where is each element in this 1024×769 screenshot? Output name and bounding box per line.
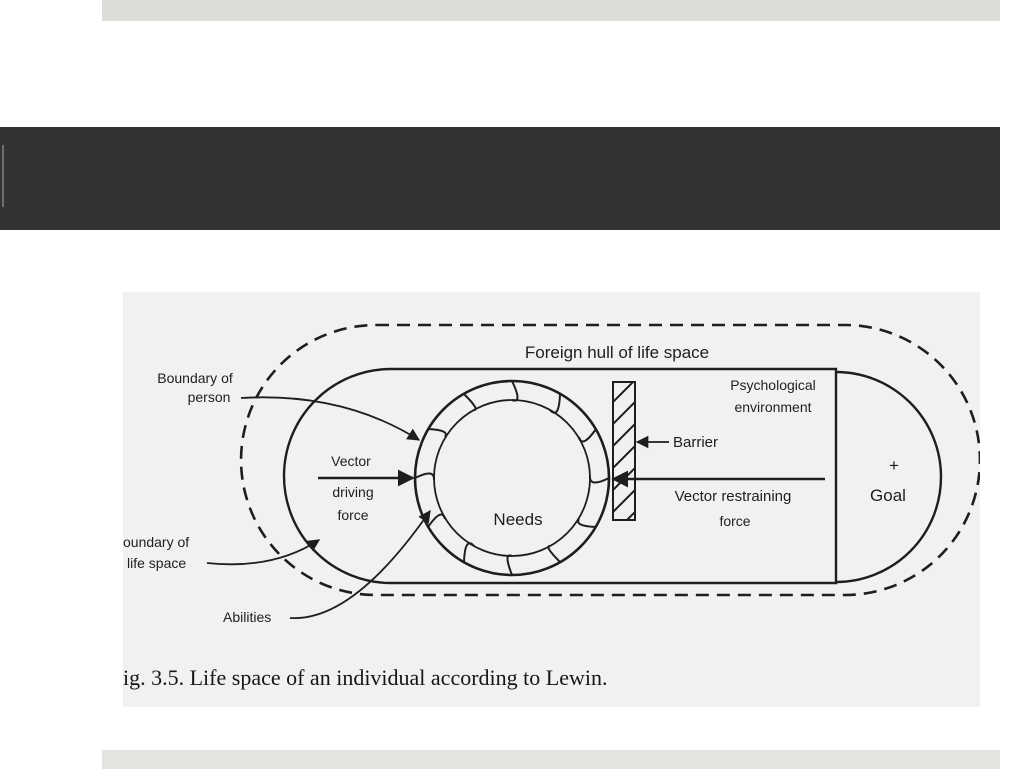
vector-driving-label-line3: force (337, 507, 369, 523)
life-space-diagram (123, 292, 980, 707)
goal-label: Goal (870, 486, 906, 505)
barrier-label: Barrier (673, 434, 719, 451)
person-boundary-circle (415, 381, 609, 575)
title-bar (0, 127, 1000, 230)
top-strip (102, 0, 1000, 21)
abilities-label: Abilities (223, 609, 272, 625)
boundary-life-leader (207, 540, 319, 564)
bottom-strip (102, 750, 1000, 769)
vector-driving-label-line1: Vector (331, 453, 371, 469)
boundary-life-label-line1: oundary of (123, 534, 190, 550)
abilities-leader (290, 511, 430, 618)
boundary-person-leader (241, 397, 419, 440)
vector-driving-label-line2: driving (332, 484, 374, 500)
foreign-hull-label: Foreign hull of life space (524, 343, 710, 362)
lewin-life-space-figure (123, 292, 980, 707)
barrier-hatching (613, 380, 635, 534)
figure-caption: ig. 3.5. Life space of an individual according to Lewin. (123, 665, 608, 690)
goal-region (836, 372, 941, 582)
psych-env-label-line2: environment (734, 399, 812, 415)
barrier-rect (613, 382, 635, 520)
vector-restraining-label-line2: force (719, 513, 751, 529)
vector-restraining-label-line1: Vector restraining (674, 488, 792, 505)
title-accent-line (2, 145, 4, 207)
boundary-person-label-line1: Boundary of (157, 370, 233, 386)
goal-plus-sign: + (889, 456, 899, 475)
psych-env-label-line1: Psychological (730, 377, 816, 393)
needs-inner-circle (434, 400, 590, 556)
boundary-person-label-line2: person (187, 389, 231, 405)
needs-label: Needs (493, 510, 543, 529)
boundary-life-label-line2: life space (127, 555, 187, 571)
